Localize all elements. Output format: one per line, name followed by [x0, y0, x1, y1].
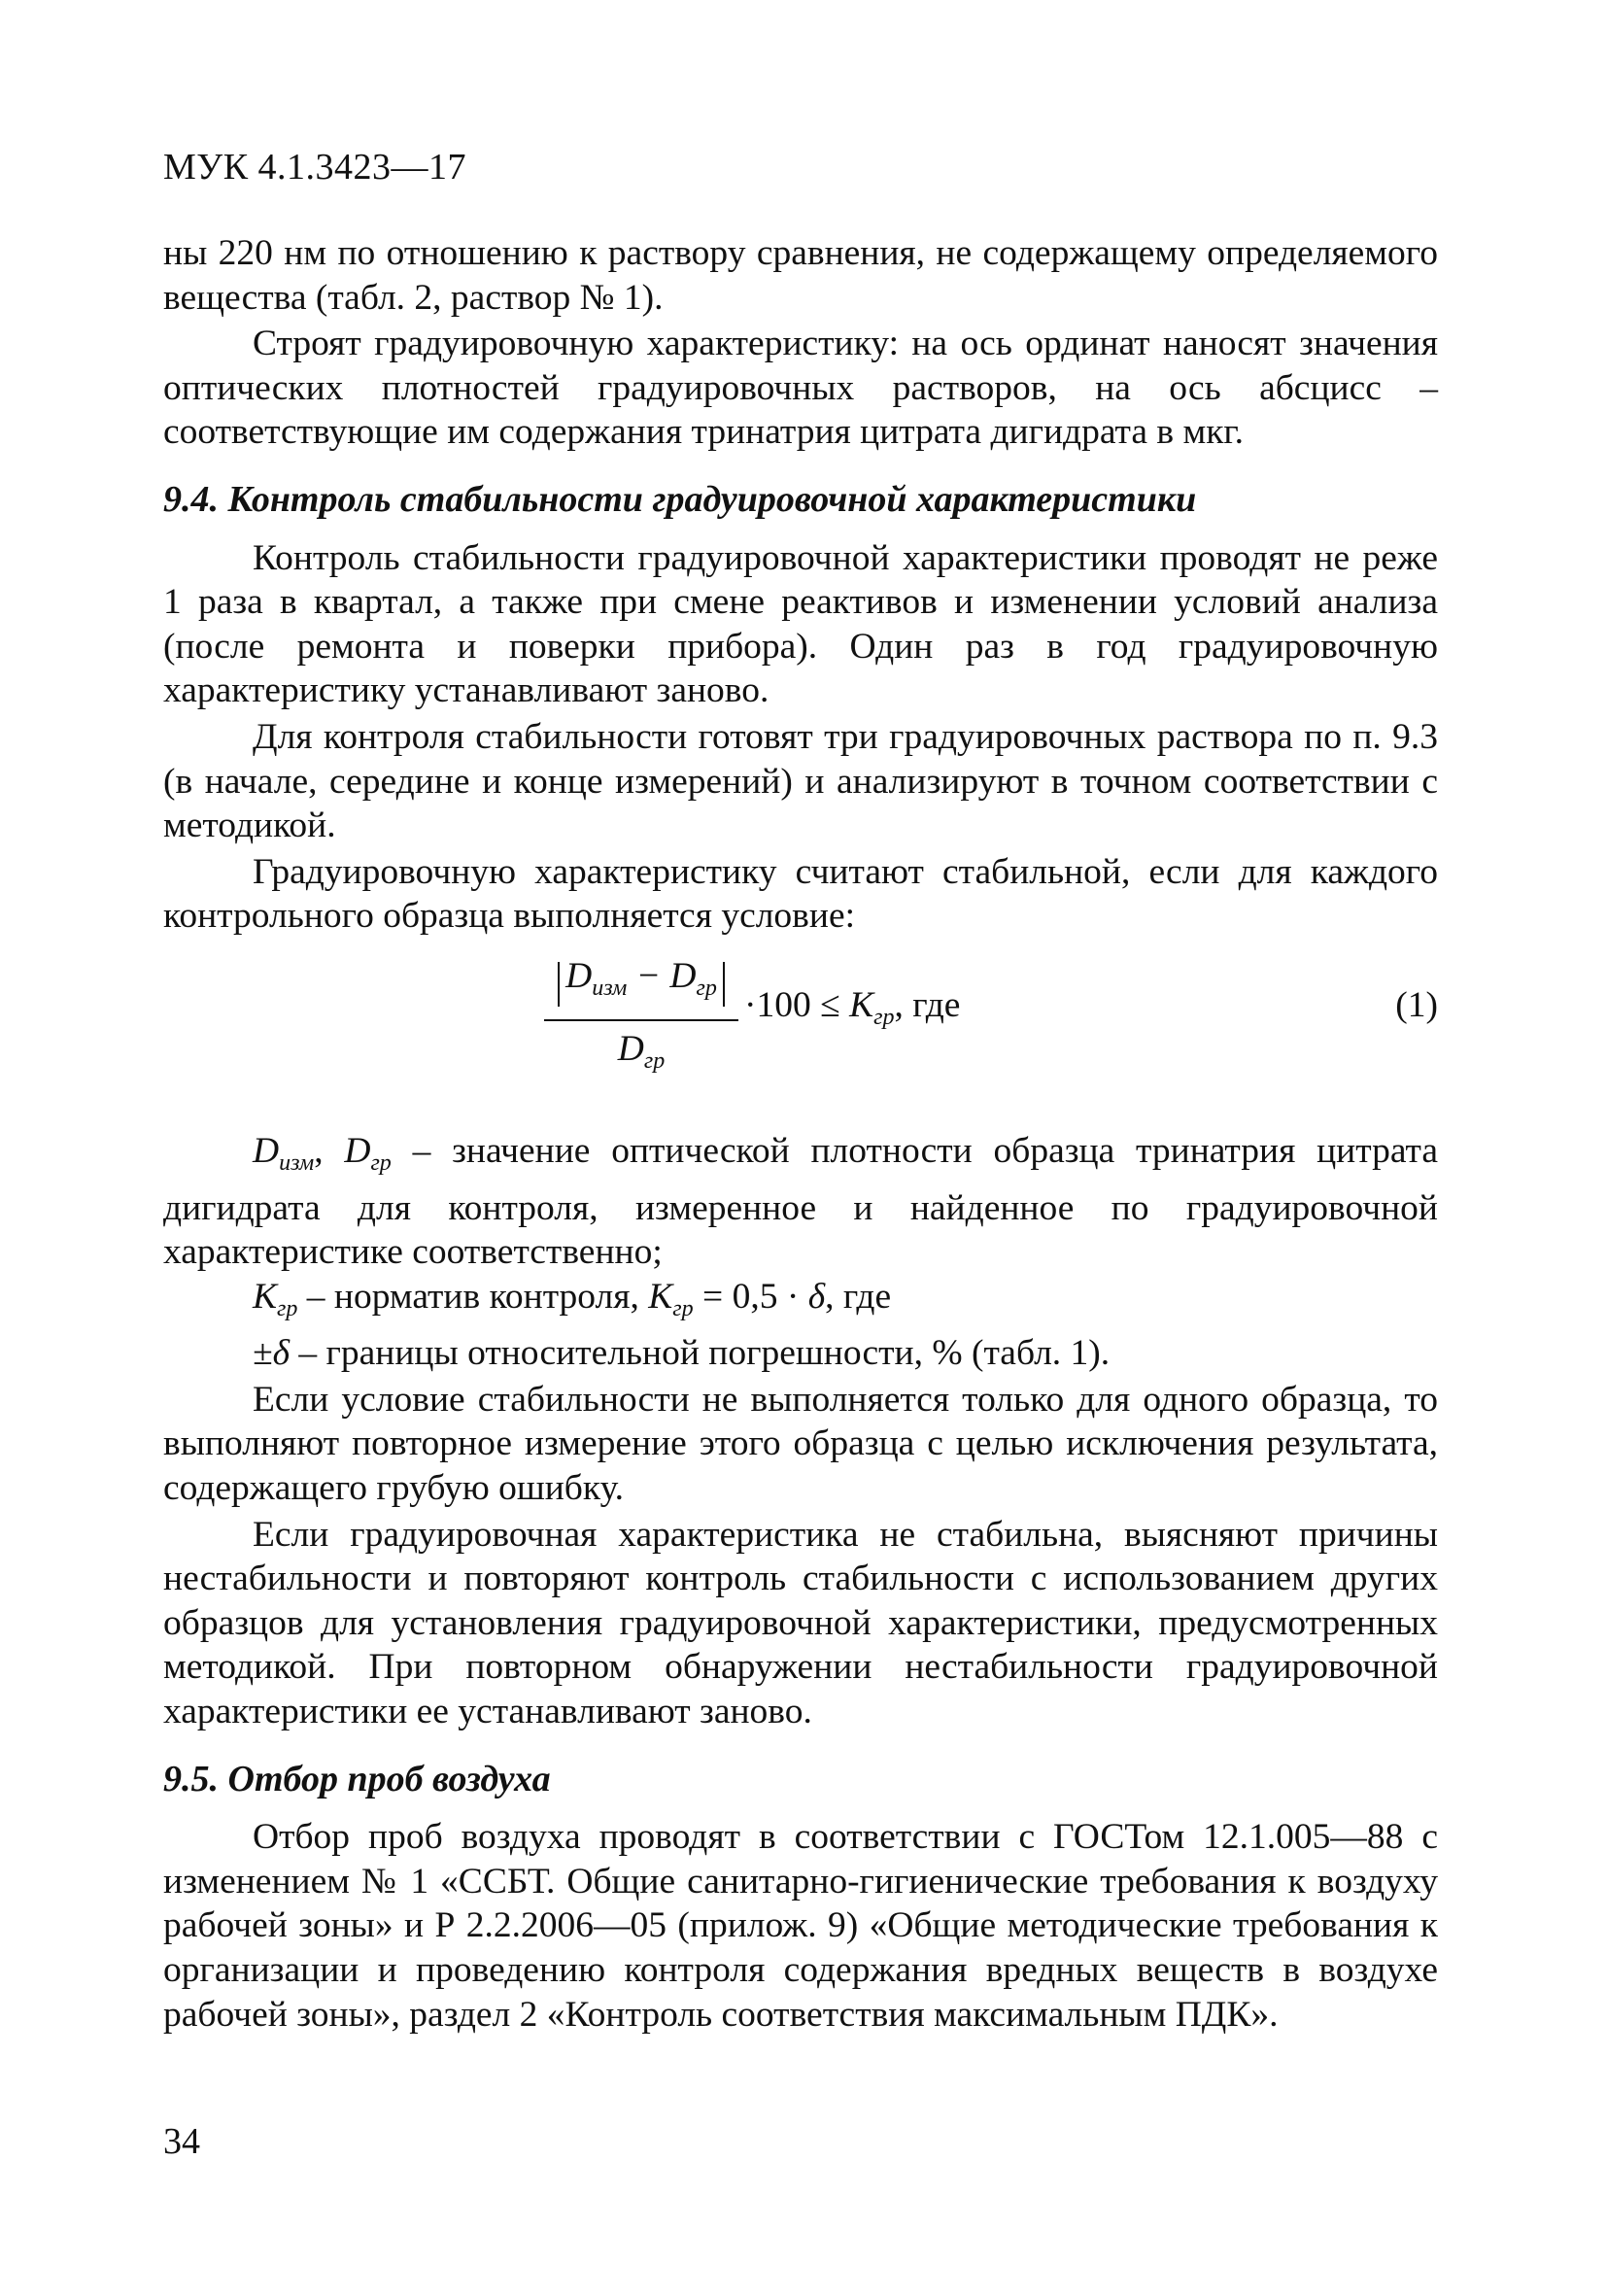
definition-k: $K_{гр}$ – норматив контроля, $K_{гр} = 0,5 \cdot \delta$, где — [253, 1276, 892, 1321]
section-heading-9-4: 9.4. Контроль стабильности градуировочной характеристики — [163, 478, 1197, 520]
paragraph: Контроль стабильности градуировочной характеристики проводят не реже 1 раза в квартал, а также при смене реактивов и изменении условий анализа (после ремонта и поверки прибора). Один раз в год градуировочную характеристику устанавливают заново. — [163, 537, 1438, 711]
paragraph: Градуировочную характеристику считают стабильной, если для каждого контрольного образца выполняется условие: — [163, 851, 1438, 937]
page-number: 34 — [163, 2121, 200, 2162]
paragraph: Строят градуировочную характеристику: на ось ординат наносят значения оптических плотностей градуировочных растворов, на ось абсцисс – соответствующие им содержания тринатрия цитрата дигидрата в мкг. — [163, 324, 1438, 453]
formula-1 — [163, 950, 1438, 1115]
paragraph: Если градуировочная характеристика не стабильна, выясняют причины нестабильности и повторяют контроль стабильности с использованием других образцов для установления градуировочной характеристики, предусмотренных методикой. При повторном обнаружении нестабильности градуировочной характеристики ее устанавливают заново. — [163, 1514, 1438, 1732]
paragraph: Если условие стабильности не выполняется только для одного образца, то выполняют повторное измерение этого образца с целью исключения результата, содержащего грубую ошибку. — [163, 1379, 1438, 1509]
fraction-bar — [544, 1019, 738, 1021]
formula-numerator: $D_{изм} - D_{гр}$ — [556, 956, 727, 996]
paragraph: ны 220 нм по отношению к раствору сравнения, не содержащему определяемого вещества (табл. 2, раствор № 1). — [163, 233, 1438, 318]
definition-d: $D_{изм}$, $D_{гр}$ – значение оптической плотности образца тринатрия цитрата дигидрата для контроля, измеренное и найденное по градуировочной характеристике соответственно; — [163, 1130, 1439, 1273]
definition-delta: ±δ – границы относительной погрешности, % (табл. 1). — [253, 1333, 1111, 1374]
document-header: МУК 4.1.3423—17 — [163, 147, 467, 188]
formula-rhs: $\cdot 100 \le K_{гр}$, где — [744, 984, 961, 1030]
formula-fraction — [544, 954, 738, 1083]
paragraph: Для контроля стабильности готовят три градуировочных раствора по п. 9.3 (в начале, середине и конце измерений) и анализируют в точном соответствии с методикой. — [163, 716, 1438, 846]
document-body — [163, 231, 1438, 2037]
paragraph: Отбор проб воздуха проводят в соответствии с ГОСТом 12.1.005—88 с изменением № 1 «ССБТ. Общие санитарно-гигиенические требования к воздуху рабочей зоны» и Р 2.2.2006—05 (прилож. 9) «Общие методические требования к организации и проведению контроля содержания вредных веществ в воздухе рабочей зоны», раздел 2 «Контроль соответствия максимальным ПДК». — [163, 1817, 1438, 2035]
formula-denominator: $D_{гр}$ — [617, 1028, 666, 1074]
formula-number: (1) — [1395, 984, 1438, 1025]
section-heading-9-5: 9.5. Отбор проб воздуха — [163, 1758, 551, 1799]
